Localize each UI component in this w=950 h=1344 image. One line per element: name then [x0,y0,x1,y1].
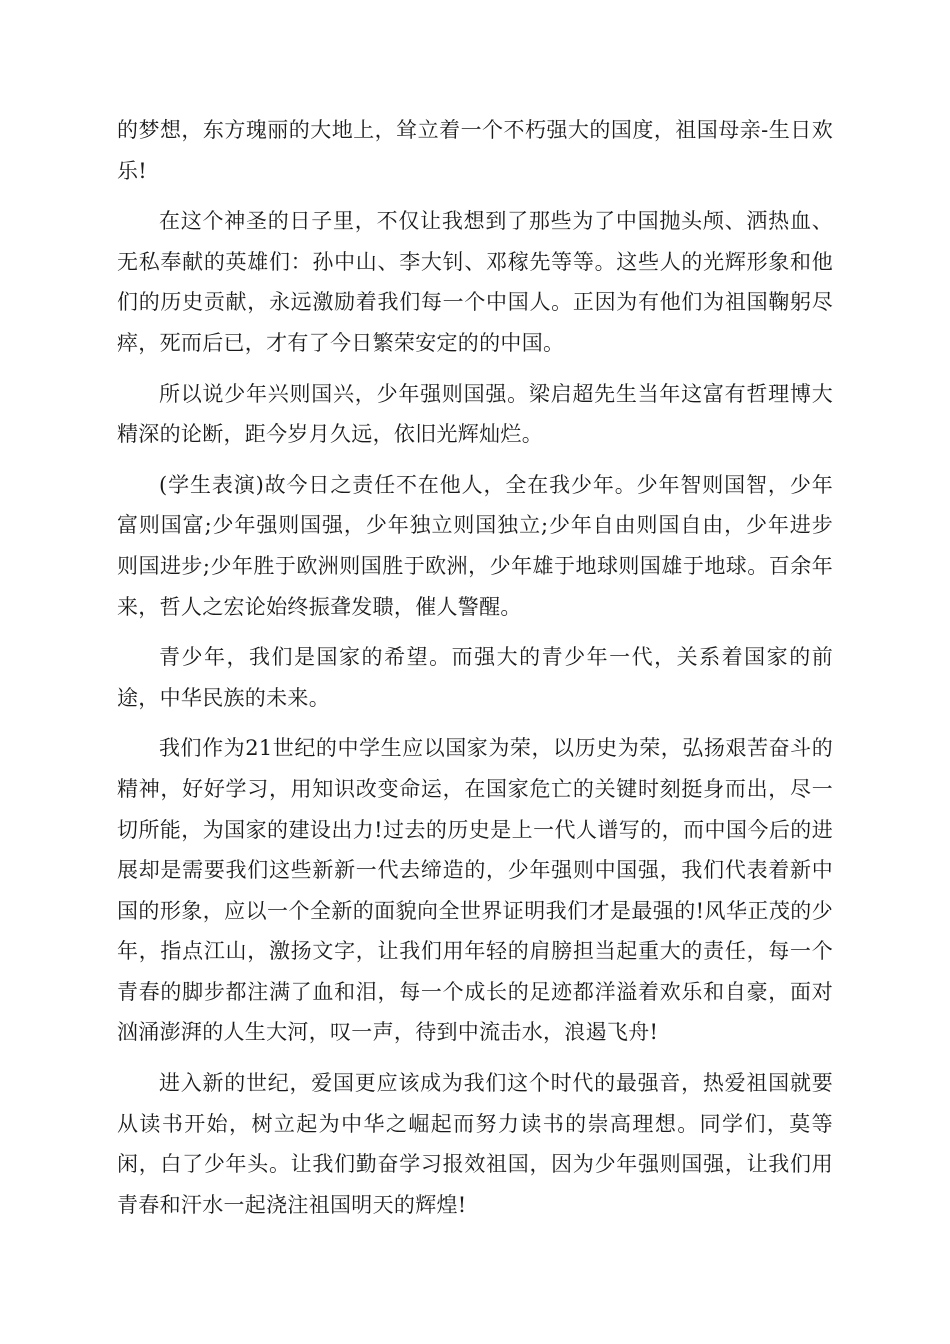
paragraph: 我们作为21世纪的中学生应以国家为荣，以历史为荣，弘扬艰苦奋斗的精神，好好学习，用知识改变命运，在国家危亡的关键时刻挺身而出，尽一切所能，为国家的建设出力!过去的历史是上一代人谱写的，而中国今后的进展却是需要我们这些新新一代去缔造的，少年强则中国强，我们代表着新中国的形象，应以一个全新的面貌向全世界证明我们才是最强的!风华正茂的少年，指点江山，激扬文字，让我们用年轻的肩膀担当起重大的责任，每一个青春的脚步都注满了血和泪，每一个成长的足迹都洋溢着欢乐和自豪，面对汹涌澎湃的人生大河，叹一声，待到中流击水，浪遏飞舟! [117,736,833,1045]
paragraph: 所以说少年兴则国兴，少年强则国强。梁启超先生当年这富有哲理博大精深的论断，距今岁月久远，依旧光辉灿烂。 [117,381,833,447]
paragraph: 的梦想，东方瑰丽的大地上，耸立着一个不朽强大的国度，祖国母亲-生日欢乐! [117,118,833,183]
paragraph: 青少年，我们是国家的希望。而强大的青少年一代，关系着国家的前途，中华民族的未来。 [117,645,833,710]
paragraph: 在这个神圣的日子里，不仅让我想到了那些为了中国抛头颅、洒热血、无私奉献的英雄们：孙中山、李大钊、邓稼先等等。这些人的光辉形象和他们的历史贡献，永远激励着我们每一个中国人。正因为有他们为祖国鞠躬尽瘁，死而后已，才有了今日繁荣安定的的中国。 [117,209,833,355]
paragraph: 进入新的世纪，爱国更应该成为我们这个时代的最强音，热爱祖国就要从读书开始，树立起为中华之崛起而努力读书的崇高理想。同学们，莫等闲，白了少年头。让我们勤奋学习报效祖国，因为少年强则国强，让我们用青春和汗水一起浇注祖国明天的辉煌! [117,1071,833,1217]
document-body [117,110,833,1235]
paragraph: (学生表演)故今日之责任不在他人，全在我少年。少年智则国智，少年富则国富;少年强则国强，少年独立则国独立;少年自由则国自由，少年进步则国进步;少年胜于欧洲则国胜于欧洲，少年雄于地球则国雄于地球。百余年来，哲人之宏论始终振聋发聩，催人警醒。 [117,472,833,619]
